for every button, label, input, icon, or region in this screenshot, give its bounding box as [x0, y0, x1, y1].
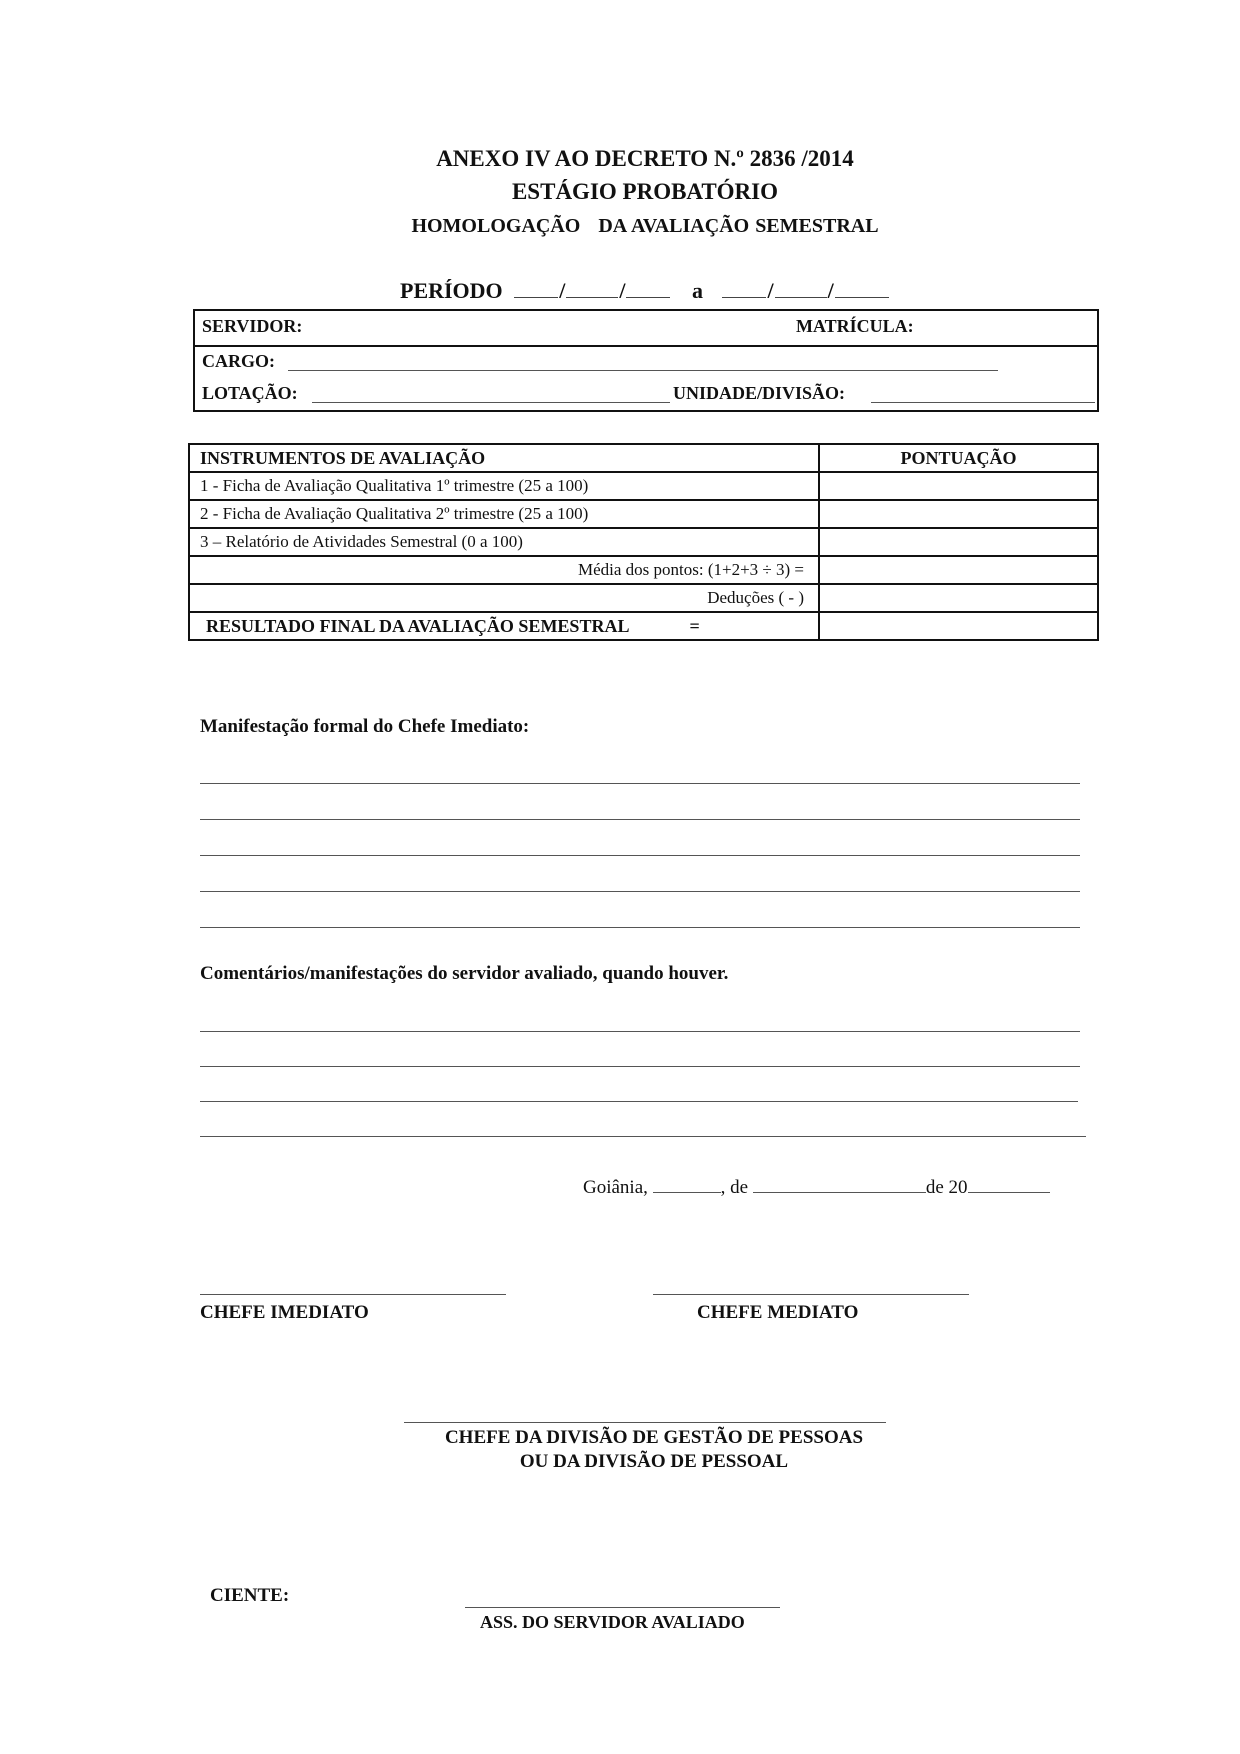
table-row	[189, 500, 1098, 528]
servidor-avaliado-signature-line[interactable]	[465, 1607, 780, 1608]
periodo-start-month-field[interactable]	[566, 277, 618, 298]
chefe-mediato-label: CHEFE MEDIATO	[697, 1302, 859, 1323]
periodo-end-month-field[interactable]	[775, 277, 827, 298]
document-subtitle: ESTÁGIO PROBATÓRIO	[511, 179, 779, 204]
chefe-imediato-label: CHEFE IMEDIATO	[200, 1302, 369, 1323]
chefe-mediato-signature-line[interactable]	[653, 1294, 969, 1295]
instrument-label: 3 – Relatório de Atividades Semestral (0 a 100)	[189, 528, 819, 556]
comentarios-line[interactable]	[200, 1066, 1080, 1067]
chefe-divisao-label-2: OU DA DIVISÃO DE PESSOAL	[519, 1451, 789, 1472]
manifestacao-line[interactable]	[200, 927, 1080, 928]
table-header-row	[189, 444, 1098, 472]
periodo-start-year-field[interactable]	[626, 277, 670, 298]
resultado-cell[interactable]	[819, 612, 1098, 640]
matricula-label: MATRÍCULA:	[796, 316, 914, 336]
periodo-label: PERÍODO	[400, 278, 503, 303]
pontuacao-cell[interactable]	[819, 500, 1098, 528]
instrument-label: 2 - Ficha de Avaliação Qualitativa 2º trimestre (25 a 100)	[189, 500, 819, 528]
annex-title: ANEXO IV AO DECRETO N.º 2836 /2014	[436, 146, 854, 171]
resultado-equals: =	[689, 615, 700, 636]
manifestacao-line[interactable]	[200, 819, 1080, 820]
date-separator: /	[767, 278, 774, 303]
instrument-label: 1 - Ficha de Avaliação Qualitativa 1º trimestre (25 a 100)	[189, 472, 819, 500]
media-label: Média dos pontos: (1+2+3 ÷ 3) =	[189, 556, 819, 584]
media-row	[189, 556, 1098, 584]
pontuacao-cell[interactable]	[819, 472, 1098, 500]
year-field[interactable]	[968, 1175, 1050, 1193]
periodo-end-day-field[interactable]	[722, 277, 766, 298]
table-row	[189, 472, 1098, 500]
comentarios-line[interactable]	[200, 1031, 1080, 1032]
chefe-divisao-label-1: CHEFE DA DIVISÃO DE GESTÃO DE PESSOAS	[444, 1427, 864, 1448]
cargo-label: CARGO:	[202, 351, 275, 371]
year-prefix: de 20	[925, 1177, 968, 1198]
pontuacao-header: PONTUAÇÃO	[819, 444, 1098, 472]
date-separator: /	[559, 278, 566, 303]
servidor-row	[195, 311, 1097, 347]
instrumentos-header: INSTRUMENTOS DE AVALIAÇÃO	[189, 444, 819, 472]
instrumentos-table	[188, 443, 1099, 641]
unidade-field[interactable]	[871, 385, 1095, 403]
day-field[interactable]	[653, 1175, 721, 1193]
manifestacao-line[interactable]	[200, 855, 1080, 856]
date-separator: /	[827, 278, 834, 303]
media-cell[interactable]	[819, 556, 1098, 584]
resultado-label: RESULTADO FINAL DA AVALIAÇÃO SEMESTRAL	[206, 615, 630, 636]
month-field[interactable]	[753, 1175, 926, 1193]
table-row	[189, 528, 1098, 556]
periodo-start-day-field[interactable]	[514, 277, 558, 298]
comentarios-line[interactable]	[200, 1101, 1078, 1102]
servidor-avaliado-label: ASS. DO SERVIDOR AVALIADO	[480, 1612, 745, 1632]
deducoes-row	[189, 584, 1098, 612]
chefe-divisao-signature-line[interactable]	[404, 1422, 886, 1423]
lotacao-label: LOTAÇÃO:	[202, 383, 298, 403]
comentarios-line[interactable]	[200, 1136, 1086, 1137]
servidor-label: SERVIDOR:	[202, 316, 303, 336]
deducoes-label: Deduções ( - )	[189, 584, 819, 612]
manifestacao-line[interactable]	[200, 891, 1080, 892]
periodo-end-year-field[interactable]	[835, 277, 889, 298]
date-separator: /	[619, 278, 626, 303]
unidade-label: UNIDADE/DIVISÃO:	[673, 383, 846, 403]
resultado-label-cell	[189, 612, 819, 640]
ciente-label: CIENTE:	[210, 1585, 290, 1606]
resultado-row	[189, 612, 1098, 640]
de-label: , de	[720, 1177, 749, 1198]
manifestacao-title: Manifestação formal do Chefe Imediato:	[200, 716, 530, 737]
manifestacao-line[interactable]	[200, 783, 1080, 784]
chefe-imediato-signature-line[interactable]	[200, 1294, 506, 1295]
comentarios-title: Comentários/manifestações do servidor avaliado, quando houver.	[200, 963, 729, 984]
pontuacao-cell[interactable]	[819, 528, 1098, 556]
city-label: Goiânia,	[583, 1177, 648, 1198]
periodo-row	[400, 277, 889, 304]
lotacao-field[interactable]	[312, 385, 670, 403]
document-heading: HOMOLOGAÇÃO DA AVALIAÇÃO SEMESTRAL	[411, 215, 879, 237]
identification-box	[193, 309, 1099, 412]
periodo-separator: a	[691, 278, 703, 303]
deducoes-cell[interactable]	[819, 584, 1098, 612]
cargo-field[interactable]	[288, 353, 998, 371]
local-data-row	[583, 1175, 1050, 1199]
